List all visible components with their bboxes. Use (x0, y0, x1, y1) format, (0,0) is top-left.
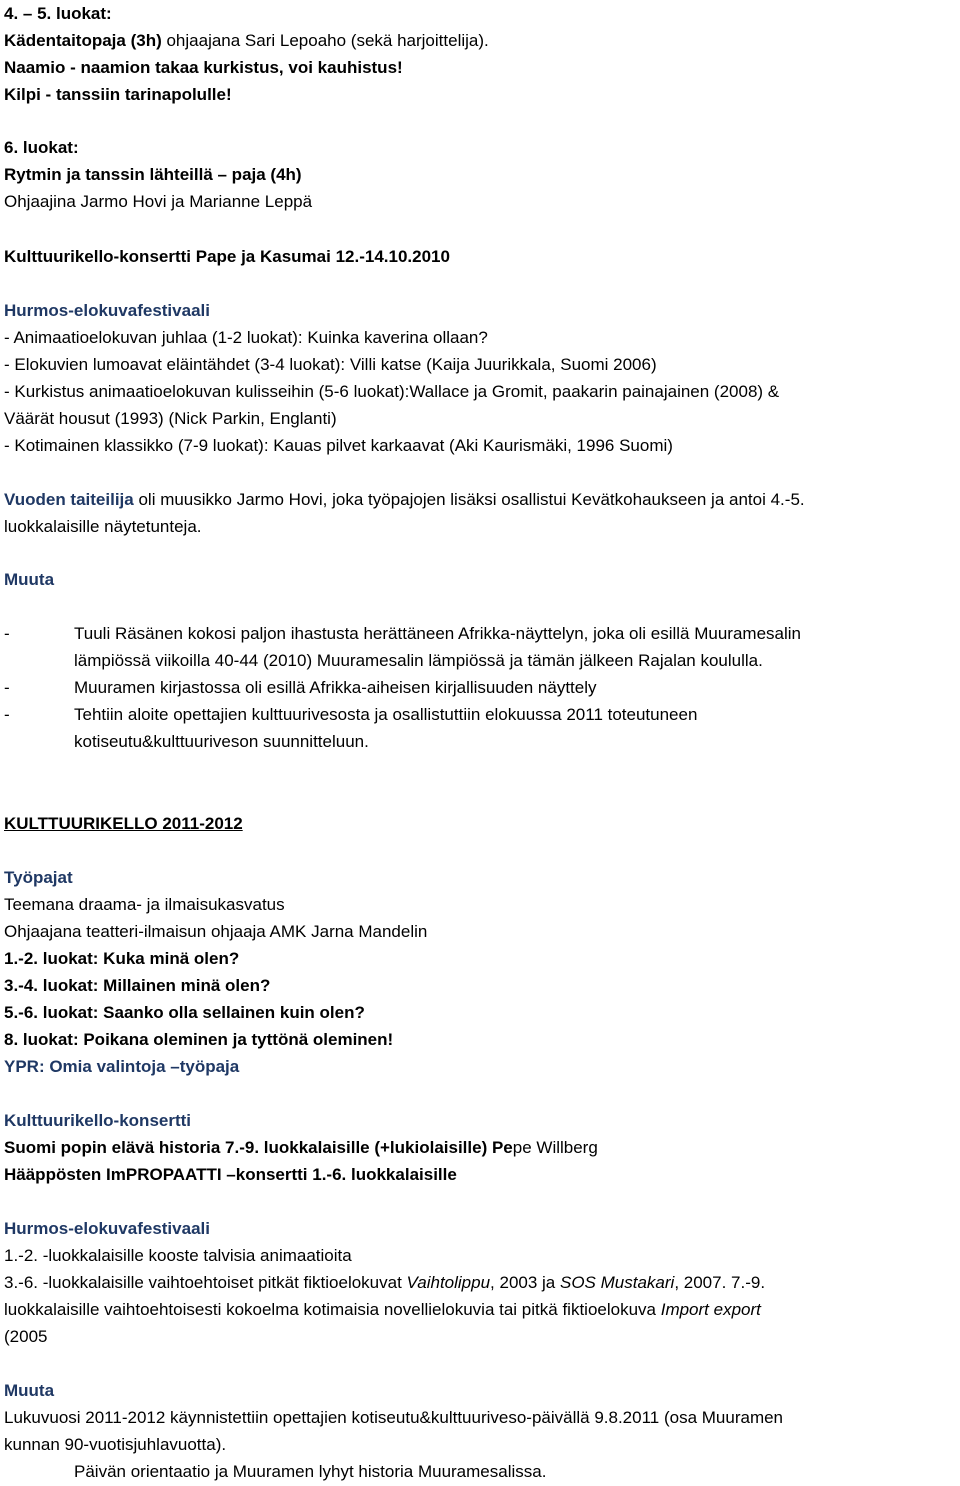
bullet-dash: - (4, 678, 10, 697)
muuta-bullet-item (4, 674, 597, 701)
concert-heading: Kulttuurikello-konsertti (4, 1111, 192, 1130)
grade-6-heading: 6. luokat: (4, 138, 79, 157)
kulttuurikello-2011-heading: KULTTUURIKELLO 2011-2012 (4, 814, 243, 833)
workshop-leader: ohjaajana Sari Lepoaho (sekä harjoittelija). (161, 31, 489, 50)
hurmos-2011-line: 1.-2. -luokkalaisille kooste talvisia animaatioita (4, 1246, 352, 1265)
bullet-text-cont: kotiseutu&kulttuuriveson suunnitteluun. (74, 732, 369, 751)
concert-improp: Hääppösten ImPROPAATTI –konsertti 1.-6. luokkalaisille (4, 1165, 457, 1184)
hurmos-2010-item: - Kotimainen klassikko (7-9 luokat): Kauas pilvet karkaavat (Aki Kaurismäki, 1996 Suomi) (4, 436, 673, 455)
text-segment: , 2007. 7.-9. (674, 1273, 766, 1292)
film-title: Import export (660, 1300, 761, 1319)
concert-2010: Kulttuurikello-konsertti Pape ja Kasumai 12.-14.10.2010 (4, 247, 450, 266)
hurmos-2011-heading: Hurmos-elokuvafestivaali (4, 1219, 210, 1238)
artist-text: oli muusikko Jarmo Hovi, joka työpajojen lisäksi osallistui Kevätkohaukseen ja antoi 4.-5. (133, 490, 805, 509)
text-segment: , 2003 ja (490, 1273, 560, 1292)
workshop-leader: Ohjaajana teatteri-ilmaisun ohjaaja AMK Jarna Mandelin (4, 922, 428, 941)
artist-text-cont: luokkalaisille näytetunteja. (4, 517, 202, 536)
hurmos-2011-line: (2005 (4, 1327, 48, 1346)
concert-pop-history (4, 1134, 598, 1161)
workshop-theme: Teemana draama- ja ilmaisukasvatus (4, 895, 285, 914)
muuta-2-line: Päivän orientaatio ja Muuramen lyhyt historia Muuramesalissa. (74, 1462, 547, 1481)
rhythm-workshop-title: Rytmin ja tanssin lähteillä – paja (4h) (4, 165, 302, 184)
hurmos-2010-item: - Elokuvien lumoavat eläintähdet (3-4 luokat): Villi katse (Kaija Juurikkala, Suomi 2006) (4, 355, 657, 374)
film-title: Vaihtolippu (406, 1273, 491, 1292)
bullet-dash: - (4, 624, 10, 643)
muuta-bullet-item (4, 701, 697, 728)
shield-line: Kilpi - tanssiin tarinapolulle! (4, 85, 232, 104)
rhythm-workshop-leaders: Ohjaajina Jarmo Hovi ja Marianne Leppä (4, 192, 313, 211)
muuta-2-line: Lukuvuosi 2011-2012 käynnistettiin opettajien kotiseutu&kulttuuriveso-päivällä 9.8.2011 (osa Muuramen (4, 1408, 784, 1427)
grade-4-5-heading: 4. – 5. luokat: (4, 4, 112, 23)
muuta-heading: Muuta (4, 570, 55, 589)
bullet-text: Muuramen kirjastossa oli esillä Afrikka-aiheisen kirjallisuuden näyttely (74, 678, 597, 697)
bullet-text: Tuuli Räsänen kokosi paljon ihastusta herättäneen Afrikka-näyttelyn, joka oli esillä Muuramesalin (74, 624, 801, 643)
hurmos-2011-line (4, 1269, 765, 1296)
text-segment: 3.-6. -luokkalaisille vaihtoehtoiset pitkät fiktioelokuvat (4, 1273, 407, 1292)
concert-pop-rest: pe Willberg (512, 1138, 598, 1157)
workshops-heading: Työpajat (4, 868, 73, 887)
muuta-heading-2: Muuta (4, 1381, 55, 1400)
grade-workshop: 3.-4. luokat: Millainen minä olen? (4, 976, 271, 995)
mask-line: Naamio - naamion takaa kurkistus, voi kauhistus! (4, 58, 403, 77)
bullet-text-cont: lämpiössä viikoilla 40-44 (2010) Muuramesalin lämpiössä ja tämän jälkeen Rajalan koululla. (74, 651, 763, 670)
grade-workshop: 1.-2. luokat: Kuka minä olen? (4, 949, 240, 968)
artist-label: Vuoden taiteilija (4, 490, 134, 509)
muuta-2-line: kunnan 90-vuotisjuhlavuotta). (4, 1435, 227, 1454)
film-title: SOS Mustakari (560, 1273, 675, 1292)
bullet-text: Tehtiin aloite opettajien kulttuurivesosta ja osallistuttiin elokuussa 2011 toteutuneen (74, 705, 698, 724)
hurmos-2010-item: - Animaatioelokuvan juhlaa (1-2 luokat): Kuinka kaverina ollaan? (4, 328, 488, 347)
grade-workshop: 5.-6. luokat: Saanko olla sellainen kuin olen? (4, 1003, 365, 1022)
bullet-dash: - (4, 705, 10, 724)
hurmos-2011-line (4, 1296, 761, 1323)
ypr-workshop: YPR: Omia valintoja –työpaja (4, 1057, 240, 1076)
hurmos-2010-heading: Hurmos-elokuvafestivaali (4, 301, 210, 320)
concert-pop-title: Suomi popin elävä historia 7.-9. luokkalaisille (+lukiolaisille) Pe (4, 1138, 513, 1157)
text-segment: luokkalaisille vaihtoehtoisesti kokoelma kotimaisia novellielokuvia tai pitkä fiktioelokuva (4, 1300, 661, 1319)
hurmos-2010-item: Väärät housut (1993) (Nick Parkin, Englanti) (4, 409, 337, 428)
workshop-line (4, 27, 489, 54)
muuta-bullet-item (4, 620, 801, 647)
grade-workshop: 8. luokat: Poikana oleminen ja tyttönä oleminen! (4, 1030, 394, 1049)
workshop-title: Kädentaitopaja (3h) (4, 31, 162, 50)
hurmos-2010-item: - Kurkistus animaatioelokuvan kulisseihin (5-6 luokat):Wallace ja Gromit, paakarin painajainen (2008) & (4, 382, 780, 401)
artist-of-year-line (4, 486, 805, 513)
